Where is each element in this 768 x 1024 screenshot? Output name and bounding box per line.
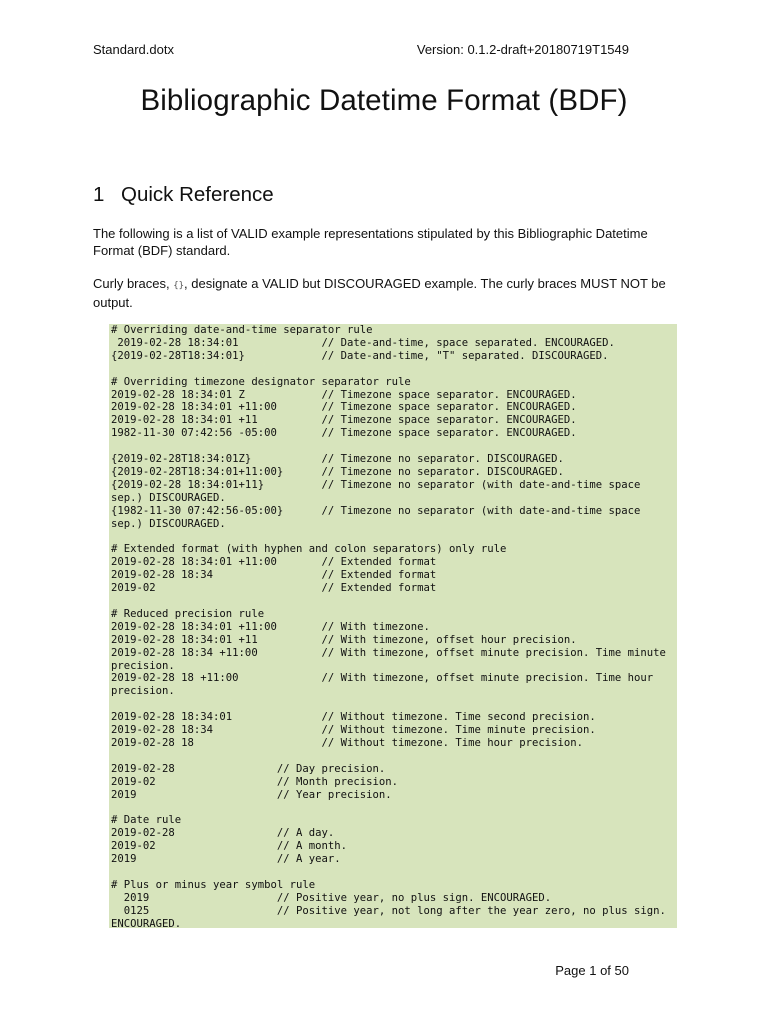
code-line: 2019-02 // Month precision. (111, 775, 399, 788)
code-line: {2019-02-28T18:34:01Z} // Timezone no separator. DISCOURAGED. (111, 453, 564, 466)
code-line: 2019-02-28 18:34:01 +11 // Timezone space separator. ENCOURAGED. (111, 414, 577, 427)
code-example-block (109, 324, 677, 928)
page-number: Page 1 of 50 (555, 963, 629, 978)
code-line: 2019 // Positive year, no plus sign. ENCOURAGED. (111, 891, 552, 904)
code-line (111, 595, 677, 608)
code-line: 2019-02-28 18:34:01 // Without timezone. Time second precision. (111, 711, 596, 724)
code-line: {2019-02-28T18:34:01+11:00} // Timezone no separator. DISCOURAGED. (111, 465, 564, 478)
code-line: 2019-02-28 18:34 +11:00 // With timezone, offset minute precision. Time minute (111, 646, 666, 659)
code-line (111, 363, 677, 376)
curly-braces-paragraph (93, 276, 673, 311)
code-line: # Overriding date-and-time separator rule (111, 324, 373, 336)
code-line: precision. (111, 685, 175, 698)
code-line: 2019-02-28 18 +11:00 // With timezone, offset minute precision. Time hour (111, 672, 654, 685)
code-line: sep.) DISCOURAGED. (111, 491, 226, 504)
code-line: 2019-02-28 18:34 // Without timezone. Time minute precision. (111, 724, 596, 737)
code-line: 2019-02 // Extended format (111, 582, 437, 595)
inline-code-braces: {} (173, 281, 185, 291)
code-line: 2019-02-28 18:34:01 +11:00 // With timezone. (111, 620, 430, 633)
code-line: 2019-02 // A month. (111, 840, 347, 853)
code-line: # Overriding timezone designator separator rule (111, 375, 411, 388)
section-number: 1 (93, 183, 105, 206)
code-line: {2019-02-28T18:34:01} // Date-and-time, "T" separated. DISCOURAGED. (111, 349, 609, 362)
code-line: 2019-02-28 18:34:01 +11:00 // Timezone space separator. ENCOURAGED. (111, 401, 577, 414)
code-line: sep.) DISCOURAGED. (111, 517, 226, 530)
code-line: 2019-02-28 // A day. (111, 827, 335, 840)
code-line: 0125 // Positive year, not long after the year zero, no plus sign. (111, 904, 666, 917)
section-heading (93, 183, 274, 207)
code-line (111, 802, 677, 815)
code-line: 2019 // Year precision. (111, 788, 392, 801)
code-line: # Plus or minus year symbol rule (111, 878, 316, 891)
code-line (111, 750, 677, 763)
code-line: # Extended format (with hyphen and colon separators) only rule (111, 543, 507, 556)
code-line (111, 440, 677, 453)
code-line (111, 866, 677, 879)
code-line: 2019-02-28 18:34:01 // Date-and-time, space separated. ENCOURAGED. (111, 336, 615, 349)
document-title: Bibliographic Datetime Format (BDF) (140, 84, 628, 117)
code-line (111, 531, 677, 544)
code-line: precision. (111, 659, 175, 672)
document-version: Version: 0.1.2-draft+20180719T1549 (416, 42, 629, 57)
code-line (111, 698, 677, 711)
braces-text-before: Curly braces, (93, 276, 174, 291)
section-title: Quick Reference (121, 183, 274, 206)
braces-text-after: , designate a VALID but DISCOURAGED example. The curly braces MUST NOT be output. (93, 276, 666, 310)
code-line: 2019-02-28 18 // Without timezone. Time hour precision. (111, 737, 583, 749)
code-line: 2019-02-28 18:34:01 Z // Timezone space separator. ENCOURAGED. (111, 388, 577, 401)
code-line: 2019-02-28 // Day precision. (111, 762, 386, 775)
code-line: # Date rule (111, 814, 182, 827)
page-header (93, 42, 629, 60)
code-line: {1982-11-30 07:42:56-05:00} // Timezone no separator (with date-and-time space (111, 504, 641, 517)
code-line: 2019-02-28 18:34:01 +11 // With timezone, offset hour precision. (111, 633, 577, 646)
code-line: 1982-11-30 07:42:56 -05:00 // Timezone space separator. ENCOURAGED. (111, 427, 577, 440)
code-line: # Reduced precision rule (111, 607, 265, 620)
intro-paragraph: The following is a list of VALID example representations stipulated by this Bibliographic Datetime Format (BDF) standard. (93, 226, 648, 258)
code-line: {2019-02-28 18:34:01+11} // Timezone no separator (with date-and-time space (111, 478, 641, 491)
code-line: 2019 // A year. (111, 853, 341, 866)
code-line: 2019-02-28 18:34:01 +11:00 // Extended format (111, 556, 437, 569)
code-line: 2019-02-28 18:34 // Extended format (111, 569, 437, 582)
document-filename: Standard.dotx (93, 42, 174, 57)
code-line: ENCOURAGED. (111, 917, 182, 928)
